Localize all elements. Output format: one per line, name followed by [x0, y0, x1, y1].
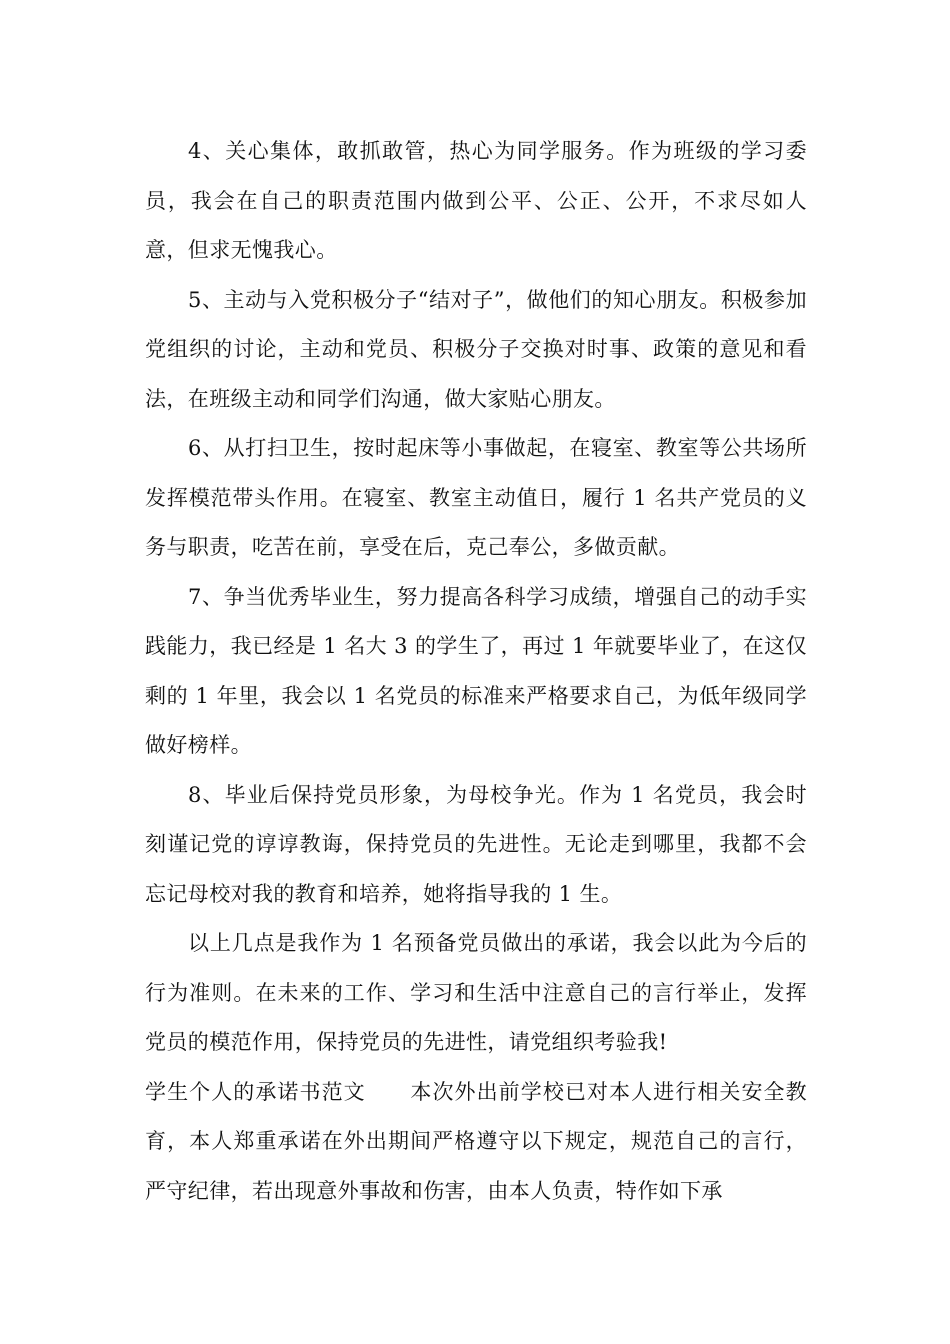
- section-paragraph: [145, 1068, 807, 1217]
- section-body: 本次外出前学校已对本人进行相关安全教育，本人郑重承诺在外出期间严格遵守以下规定，规范自己的言行，严守纪律，若出现意外事故和伤害，由本人负责，特作如下承: [145, 1079, 808, 1203]
- paragraph-conclusion: 以上几点是我作为 1 名预备党员做出的承诺，我会以此为今后的行为准则。在未来的工作、学习和生活中注意自己的言行举止，发挥党员的模范作用，保持党员的先进性，请党组织考验我!: [145, 931, 807, 1054]
- paragraph-item-7: 7、争当优秀毕业生，努力提高各科学习成绩，增强自己的动手实践能力，我已经是 1 名大 3 的学生了，再过 1 年就要毕业了，在这仅剩的 1 年里，我会以 1 名党员的标准来严格要求自己，为低年级同学做好榜样。: [145, 584, 807, 757]
- paragraph-item-8: 8、毕业后保持党员形象，为母校争光。作为 1 名党员，我会时刻谨记党的谆谆教诲，保持党员的先进性。无论走到哪里，我都不会忘记母校对我的教育和培养，她将指导我的 1 生。: [145, 782, 807, 906]
- paragraph-item-5: 5、主动与入党积极分子“结对子”，做他们的知心朋友。积极参加党组织的讨论，主动和党员、积极分子交换对时事、政策的意见和看法，在班级主动和同学们沟通，做大家贴心朋友。: [145, 287, 807, 411]
- document-body: [145, 127, 807, 1216]
- paragraph-item-6: 6、从打扫卫生，按时起床等小事做起，在寝室、教室等公共场所发挥模范带头作用。在寝室、教室主动值日，履行 1 名共产党员的义务与职责，吃苦在前，享受在后，克己奉公，多做贡献。: [145, 436, 807, 559]
- paragraph-item-4: 4、关心集体，敢抓敢管，热心为同学服务。作为班级的学习委员，我会在自己的职责范围内做到公平、公正、公开，不求尽如人意，但求无愧我心。: [145, 139, 807, 262]
- section-title: 学生个人的承诺书范文: [145, 1079, 366, 1104]
